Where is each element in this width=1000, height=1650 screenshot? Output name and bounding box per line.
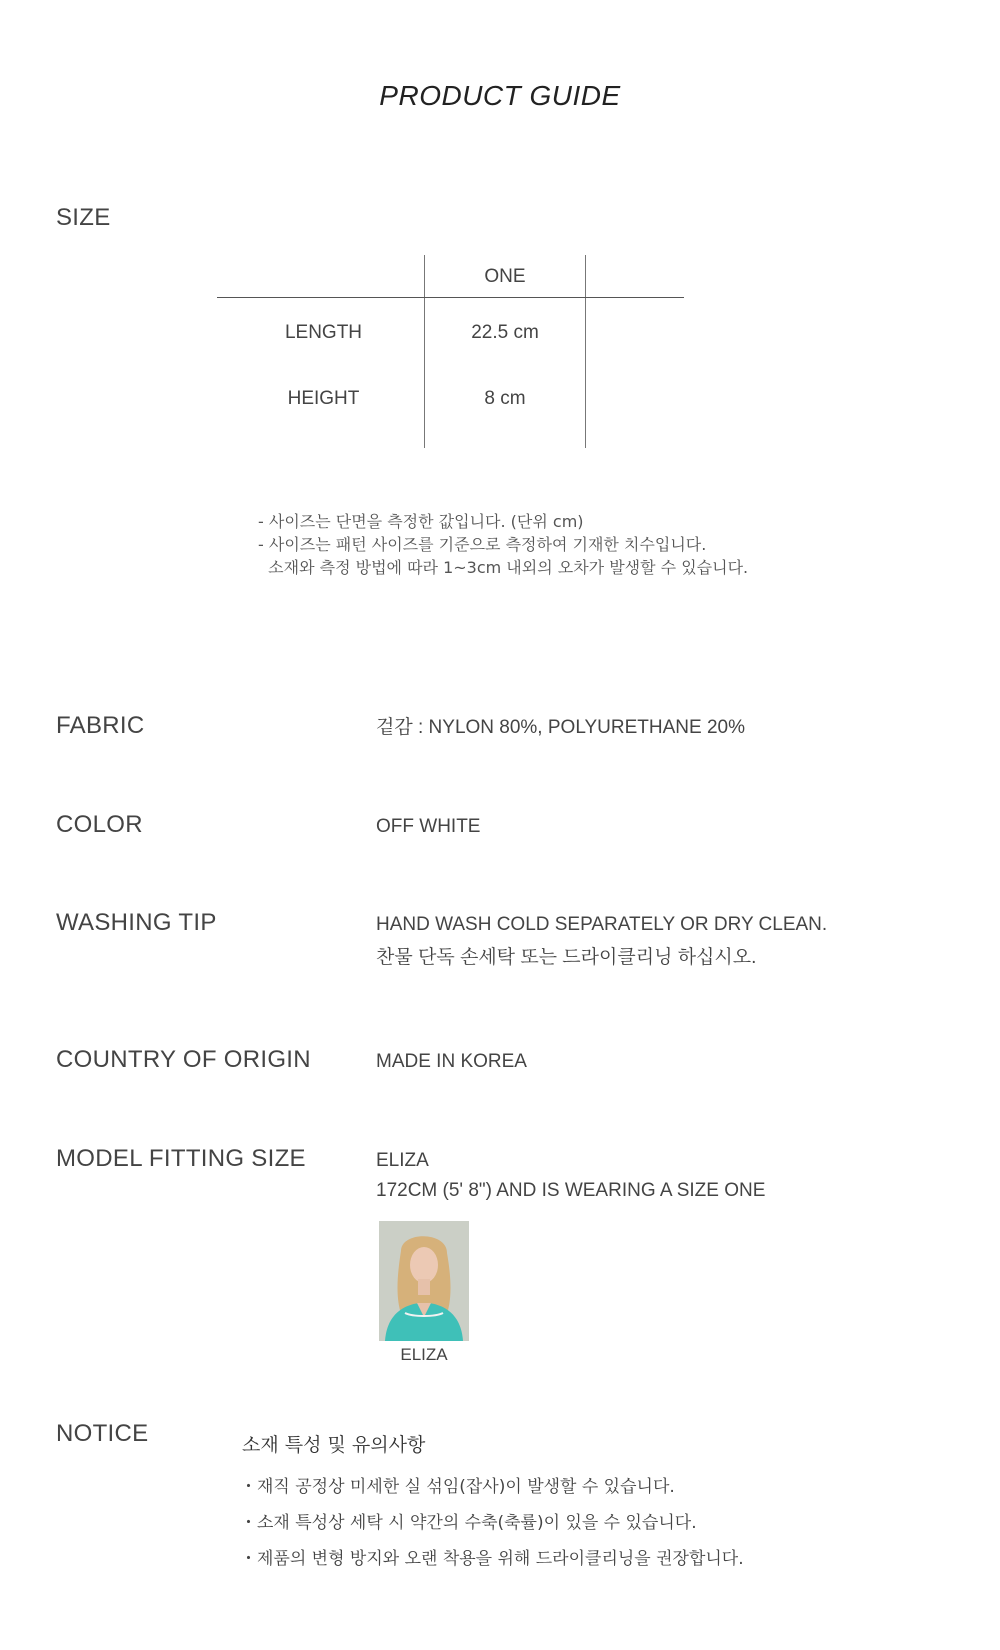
size-label: SIZE [56,204,111,231]
origin-label: COUNTRY OF ORIGIN [56,1046,311,1073]
color-label: COLOR [56,811,143,838]
table-column-header: ONE [484,266,526,287]
model-photo-caption: ELIZA [400,1345,448,1364]
table-row-value-height: 8 cm [484,388,526,409]
model-portrait-icon [379,1221,469,1341]
size-note-2: - 사이즈는 패턴 사이즈를 기준으로 측정하여 기재한 치수입니다. [258,535,707,554]
size-note-1: - 사이즈는 단면을 측정한 값입니다. (단위 cm) [258,512,584,531]
table-row-label-length: LENGTH [284,322,363,343]
notice-title: 소재 특성 및 유의사항 [242,1434,426,1456]
page-title: PRODUCT GUIDE [379,80,621,111]
model-label: MODEL FITTING SIZE [56,1145,306,1172]
color-value: OFF WHITE [376,816,481,837]
table-row-value-length: 22.5 cm [471,322,539,343]
model-photo [379,1221,469,1341]
notice-item-1: ・재직 공정상 미세한 실 섞임(잡사)이 발생할 수 있습니다. [240,1477,675,1497]
model-name: ELIZA [376,1150,429,1171]
fabric-label: FABRIC [56,712,145,739]
table-header-rule [217,297,684,298]
washing-line-1: HAND WASH COLD SEPARATELY OR DRY CLEAN. [376,914,828,935]
origin-value: MADE IN KOREA [376,1051,527,1072]
fabric-value: 겉감 : NYLON 80%, POLYURETHANE 20% [376,717,745,738]
notice-list [240,1469,744,1577]
model-details: 172CM (5' 8") AND IS WEARING A SIZE ONE [376,1180,766,1201]
size-notes [258,510,748,579]
notice-item-3: ・제품의 변형 방지와 오랜 착용을 위해 드라이클리닝을 권장합니다. [240,1549,744,1569]
table-divider-right [585,255,586,448]
washing-line-2: 찬물 단독 손세탁 또는 드라이클리닝 하십시오. [376,947,757,968]
washing-label: WASHING TIP [56,909,217,936]
notice-label: NOTICE [56,1420,149,1447]
size-note-3: 소재와 측정 방법에 따라 1~3cm 내외의 오차가 발생할 수 있습니다. [258,558,749,577]
notice-item-2: ・소재 특성상 세탁 시 약간의 수축(축률)이 있을 수 있습니다. [240,1513,697,1533]
table-row-label-height: HEIGHT [287,388,360,409]
